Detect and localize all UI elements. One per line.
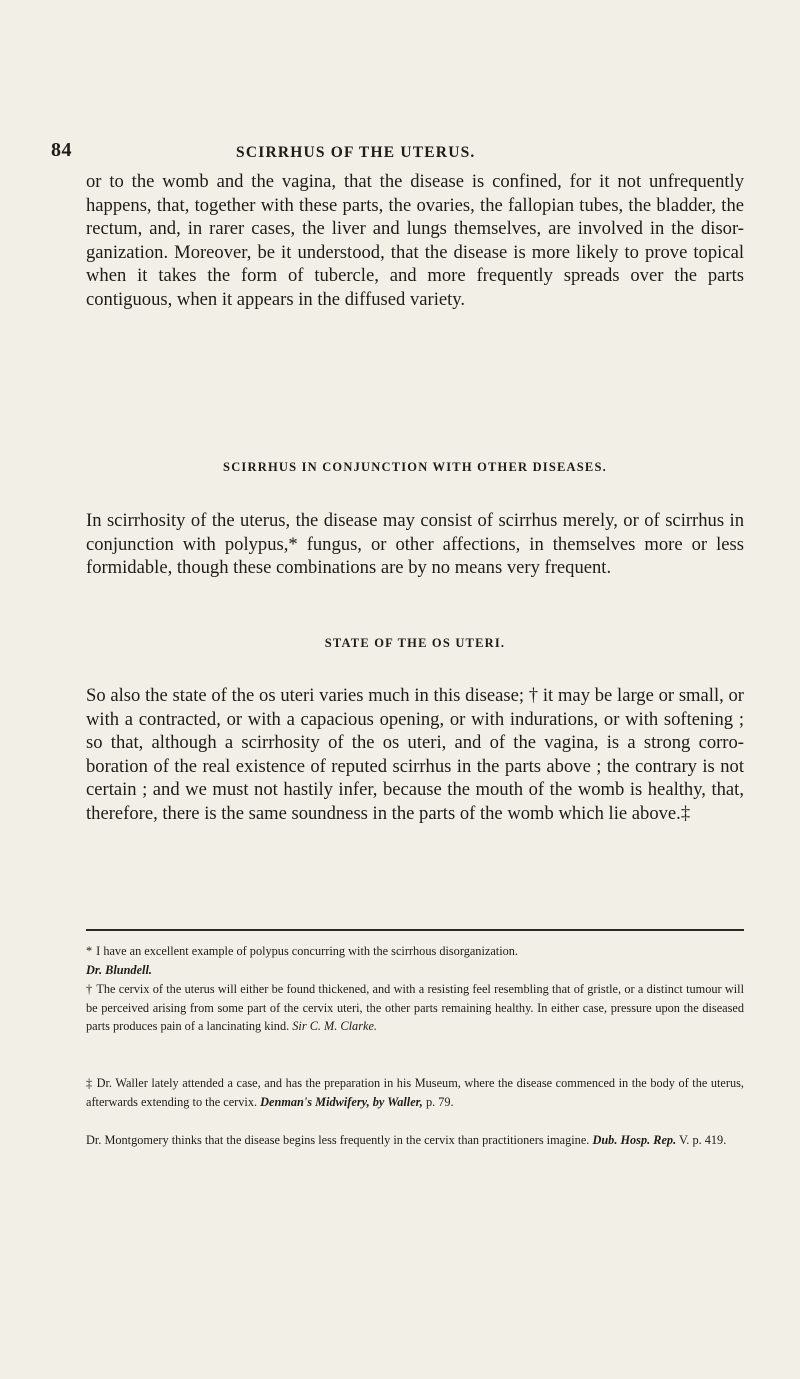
footnote-divider [86, 929, 744, 931]
section-heading-conjunction: SCIRRHUS IN CONJUNCTION WITH OTHER DISEASES. [223, 460, 607, 474]
footnote-source: Dub. Hosp. Rep. [592, 1133, 677, 1147]
footnote-4 [86, 1131, 744, 1150]
footnote-text: I have an excellent example of polypus concurring with the scirrhous disorganization. [96, 944, 518, 958]
paragraph-2: In scirrhosity of the uterus, the disease may consist of scirrhus merely, or of scirrhus in conjunction with polypus,* fungus, or other affections, in themselves more or less formidable, though these combinations are by no means very frequent. [86, 510, 744, 578]
footnote-text: The cervix of the uterus will either be found thickened, and with a resisting feel resembling that of gristle, or a distinct tumour will be perceived arising from some part of the cervix uteri, the other parts remaining healthy. In either case, pressure upon the diseased parts produces pain of a lancinating kind. [86, 982, 744, 1034]
footnote-2 [86, 980, 744, 1036]
footnote-page-ref: p. 79. [425, 1094, 454, 1109]
paragraph-3: So also the state of the os uteri varies much in this disease; † it may be large or small, or with a contracted, or with a capacious opening, or with indurations, or with softening ; so that, although a scirrhosity of the os uteri, and of the vagina, is a strong corro-boration of the real existence of reputed scirrhus in the parts above ; the contrary is not certain ; and we must not hastily infer, because the mouth of the womb is healthy, that, therefore, there is the same soundness in the parts of the womb which lie above.‡ [86, 685, 744, 824]
footnote-symbol: ‡ [86, 1076, 93, 1090]
footnote-text: Dr. Waller lately attended a case, and has the preparation in his Museum, where the disease commenced in the body of the uterus, afterwards extending to the cervix. [86, 1076, 744, 1109]
footnote-page-ref: V. p. 419. [679, 1133, 727, 1147]
section-heading-os-uteri: STATE OF THE OS UTERI. [324, 636, 506, 650]
footnote-text: Dr. Montgomery thinks that the disease begins less frequently in the cervix than practitioners imagine. [86, 1133, 590, 1147]
footnote-symbol: † [86, 982, 93, 996]
running-head: SCIRRHUS OF THE UTERUS. [236, 144, 476, 161]
footnote-attribution: Dr. Blundell. [86, 962, 152, 977]
paragraph-1: or to the womb and the vagina, that the disease is confined, for it not unfrequently happens, that, together with these parts, the ovaries, the fallopian tubes, the bladder, the rectum, and, in rarer cases, the liver and lungs themselves, are involved in the disor-ganization. Moreover, be it understood, that the disease is more likely to prove topical when it takes the form of tubercle, and more frequently spreads over the parts contiguous, when it appears in the diffused variety. [86, 171, 744, 310]
page-number: 84 [51, 139, 72, 161]
footnote-attribution: Sir C. M. Clarke. [292, 1019, 377, 1034]
footnote-source: Denman's Midwifery, by Waller, [260, 1094, 423, 1109]
footnote-1 [86, 942, 744, 979]
footnote-symbol: * [86, 944, 93, 958]
footnote-3 [86, 1074, 744, 1111]
